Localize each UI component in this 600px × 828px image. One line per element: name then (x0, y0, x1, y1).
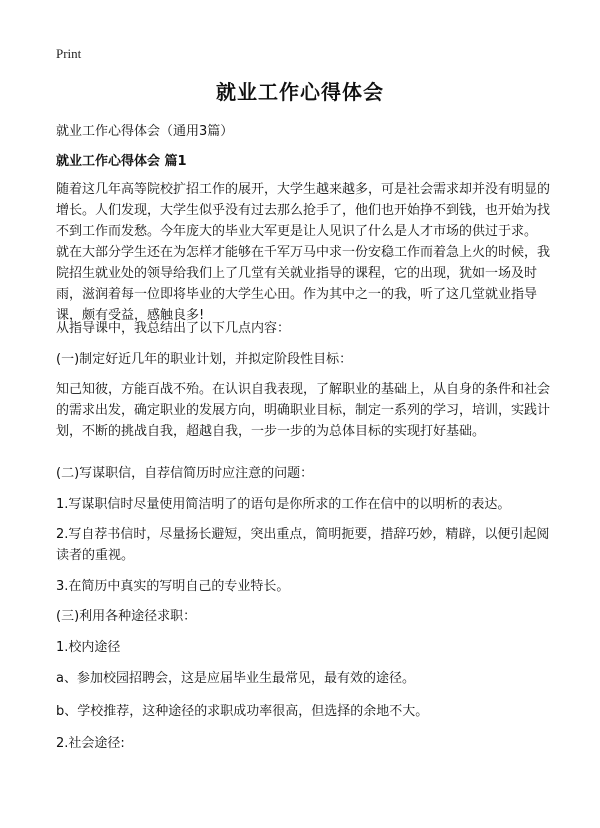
paragraph-point-1-heading: (一)制定好近几年的职业计划，并拟定阶段性目标： (56, 352, 353, 367)
paragraph-point-2-item-1: 1.写谋职信时尽量使用简洁明了的语句是你所求的工作在信中的以明析的表达。 (56, 497, 511, 512)
page-title: 就业工作心得体会 (216, 80, 384, 104)
paragraph-summary-lead: 从指导课中，我总结出了以下几点内容： (56, 321, 291, 336)
section-heading: 就业工作心得体会 篇1 (56, 154, 187, 169)
paragraph-point-2-heading: (二)写谋职信，自荐信简历时应注意的问题： (56, 466, 314, 481)
paragraph-point-3-item-1a: a、参加校园招聘会，这是应届毕业生最常见，最有效的途径。 (56, 671, 415, 686)
paragraph-intro: 随着这几年高等院校扩招工作的展开，大学生越来越多，可是社会需求却并没有明显的增长。人们发现，大学生似乎没有过去那么抢手了，他们也开始挣不到钱，也开始为找不到工作而发愁。今年庞大的毕业大军更是让人见识了什么是人才市场的供过于求。 就在大部分学生还在为怎样才能够在千军万马中求一份安稳工作而着急上火的时候，我院招生就业处的领导给我们上了几堂有关就业指导的课程，它的出现，犹如一场及时雨，滋润着每一位即将毕业的大学生心田。作为其中之一的我，听了这几堂就业指导课，颇有受益，感触良多! (56, 182, 551, 323)
paragraph-point-1-body: 知己知彼，方能百战不殆。在认识自我表现，了解职业的基础上，从自身的条件和社会的需求出发，确定职业的发展方向，明确职业目标，制定一系列的学习，培训，实践计划，不断的挑战自我，超越自我，一步一步的为总体目标的实现打好基础。 (56, 382, 551, 439)
paragraph-point-3-item-1: 1.校内途径 (56, 640, 121, 655)
paragraph-point-2-item-2: 2.写自荐书信时，尽量扬长避短，突出重点，简明扼要，措辞巧妙，精辟，以便引起阅读者的重视。 (56, 527, 550, 563)
print-link[interactable]: Print (56, 46, 82, 61)
paragraph-point-3-item-2: 2.社会途径: (56, 736, 125, 751)
paragraph-point-3-item-1b: b、学校推荐，这种途径的求职成功率很高，但选择的余地不大。 (56, 704, 429, 719)
document-subtitle: 就业工作心得体会（通用3篇） (56, 124, 234, 139)
paragraph-point-2-item-3: 3.在简历中真实的写明自己的专业特长。 (56, 579, 290, 594)
paragraph-point-3-heading: (三)利用各种途径求职： (56, 609, 197, 624)
